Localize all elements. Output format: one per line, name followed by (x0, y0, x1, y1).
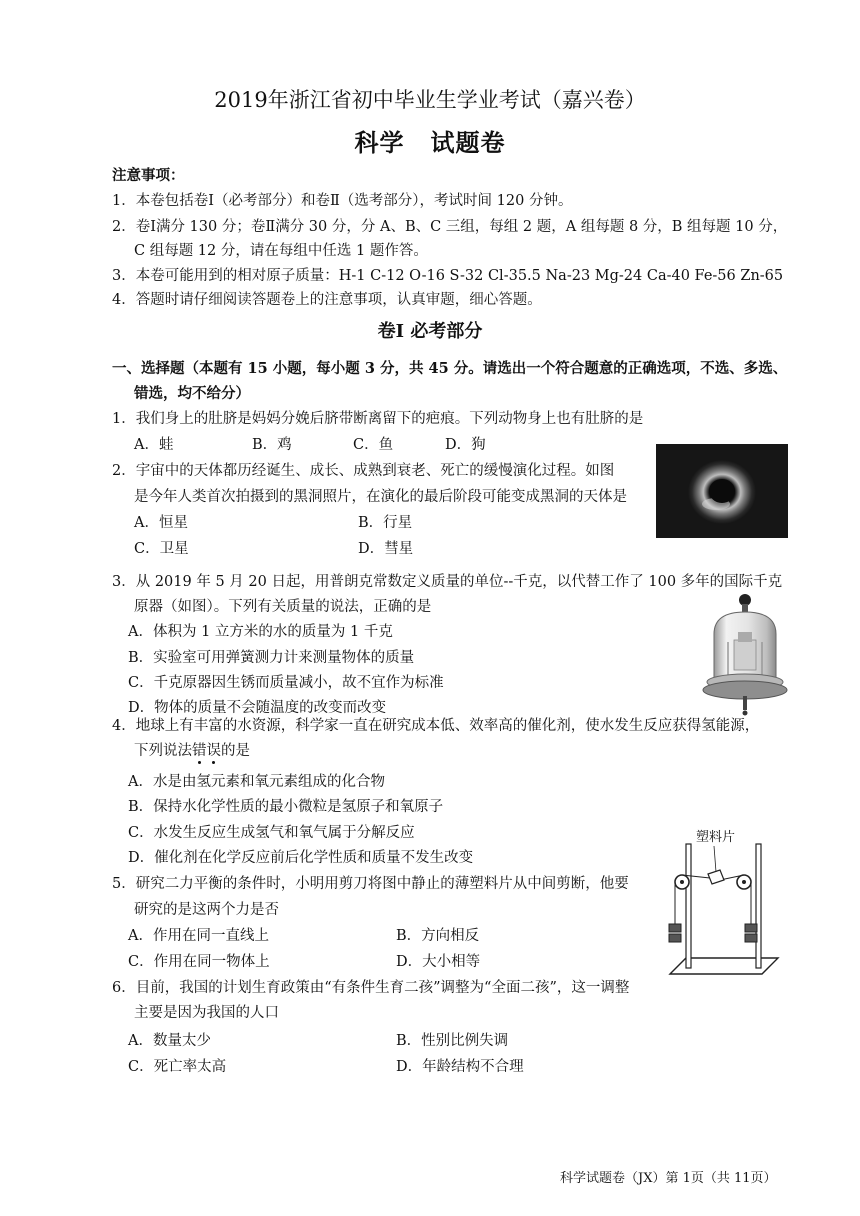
kilogram-prototype-image (700, 592, 790, 728)
q5-stem-1: 5．研究二力平衡的条件时，小明用剪刀将图中静止的薄塑料片从中间剪断，他要 (112, 876, 629, 892)
black-hole-image (656, 444, 788, 542)
q6-stem-2: 主要是因为我国的人口 (134, 1005, 279, 1021)
q3-stem-1: 3．从 2019 年 5 月 20 日起，用普朗克常数定义质量的单位--千克，以代替工作了 100 多年的国际千克 (112, 574, 783, 590)
q5-stem-2: 研究的是这两个力是否 (134, 902, 279, 918)
q2-stem-2: 是今年人类首次拍摄到的黑洞照片，在演化的最后阶段可能变成黑洞的天体是 (134, 489, 627, 505)
page-footer: 科学试题卷（JX）第 1页（共 11页） (560, 1171, 777, 1186)
q2-stem-1: 2．宇宙中的天体都历经诞生、成长、成熟到衰老、死亡的缓慢演化过程。如图 (112, 463, 615, 479)
q4-stem-2-post: 的是 (221, 743, 250, 759)
q1-option-b: B．鸡 (252, 437, 292, 453)
q5-option-c: C．作用在同一物体上 (128, 954, 270, 970)
note-2: 2．卷Ⅰ满分 130 分；卷Ⅱ满分 30 分，分 A、B、C 三组，每组 2 题，A 组每题 8 分，B 组每题 10 分， (112, 219, 788, 235)
q2-option-d: D．彗星 (358, 541, 414, 557)
q1-option-a: A．蛙 (134, 437, 174, 453)
q4-stem-2-pre: 下列说法 (134, 743, 192, 759)
q4-stem-2 (134, 741, 250, 761)
q3-option-c: C．千克原器因生锈而质量减小，故不宜作为标准 (128, 675, 444, 691)
q6-option-b: B．性别比例失调 (396, 1033, 509, 1049)
part1-heading: 一、选择题（本题有 15 小题，每小题 3 分，共 45 分。请选出一个符合题意的正确选项，不选、多选、 (112, 360, 788, 377)
exam-title: 2019年浙江省初中毕业生学业考试（嘉兴卷） (214, 88, 646, 112)
q1-option-c: C．鱼 (353, 437, 394, 453)
note-4: 4．答题时请仔细阅读答题卷上的注意事项，认真审题，细心答题。 (112, 292, 542, 308)
paper-title (0, 128, 860, 158)
q4-stem-1: 4．地球上有丰富的水资源，科学家一直在研究成本低、效率高的催化剂，使水发生反应获得氢能源， (112, 718, 760, 734)
q3-stem-2: 原器（如图）。下列有关质量的说法，正确的是 (134, 599, 432, 615)
q6-option-c: C．死亡率太高 (128, 1059, 227, 1075)
q4-option-c: C．水发生反应生成氢气和氧气属于分解反应 (128, 825, 415, 841)
note-2-cont: C 组每题 12 分，请在每组中任选 1 题作答。 (134, 243, 428, 259)
q3-option-b: B．实验室可用弹簧测力计来测量物体的质量 (128, 650, 415, 666)
q1-option-d: D．狗 (445, 437, 486, 453)
q2-option-a: A．恒星 (134, 515, 188, 531)
note-3: 3．本卷可能用到的相对原子质量：H-1 C-12 O-16 S-32 Cl-35.5 Na-23 Mg-24 Ca-40 Fe-56 Zn-65 (112, 268, 784, 284)
force-balance-apparatus-figure (664, 826, 784, 990)
q3-option-a: A．体积为 1 立方米的水的质量为 1 千克 (128, 624, 393, 640)
q1-stem: 1．我们身上的肚脐是妈妈分娩后脐带断离留下的疤痕。下列动物身上也有肚脐的是 (112, 411, 644, 427)
paper-label: 试题卷 (430, 128, 506, 157)
q6-option-a: A．数量太少 (128, 1033, 211, 1049)
q3-option-d: D．物体的质量不会随温度的改变而改变 (128, 700, 387, 716)
q2-option-b: B．行星 (358, 515, 413, 531)
q6-option-d: D．年龄结构不合理 (396, 1059, 524, 1075)
q4-emphasis-char-1: 错 (192, 743, 207, 759)
q5-option-a: A．作用在同一直线上 (128, 928, 269, 944)
note-1: 1．本卷包括卷Ⅰ（必考部分）和卷Ⅱ（选考部分），考试时间 120 分钟。 (112, 193, 573, 209)
section-title: 卷Ⅰ 必考部分 (377, 321, 483, 342)
q4-option-d: D．催化剂在化学反应前后化学性质和质量不发生改变 (128, 850, 474, 866)
plastic-sheet-label: 塑料片 (696, 830, 736, 845)
q5-option-d: D．大小相等 (396, 954, 481, 970)
q6-stem-1: 6．目前，我国的计划生育政策由“有条件生育二孩”调整为“全面二孩”，这一调整 (112, 980, 630, 996)
subject-label: 科学 (354, 128, 405, 157)
q4-emphasis-char-2: 误 (206, 743, 221, 759)
q2-option-c: C．卫星 (134, 541, 189, 557)
q4-option-b: B．保持水化学性质的最小微粒是氢原子和氧原子 (128, 799, 444, 815)
notes-heading: 注意事项： (112, 167, 185, 184)
q5-option-b: B．方向相反 (396, 928, 480, 944)
part1-heading-cont: 错选，均不给分） (134, 385, 250, 402)
q4-option-a: A．水是由氢元素和氧元素组成的化合物 (128, 774, 385, 790)
